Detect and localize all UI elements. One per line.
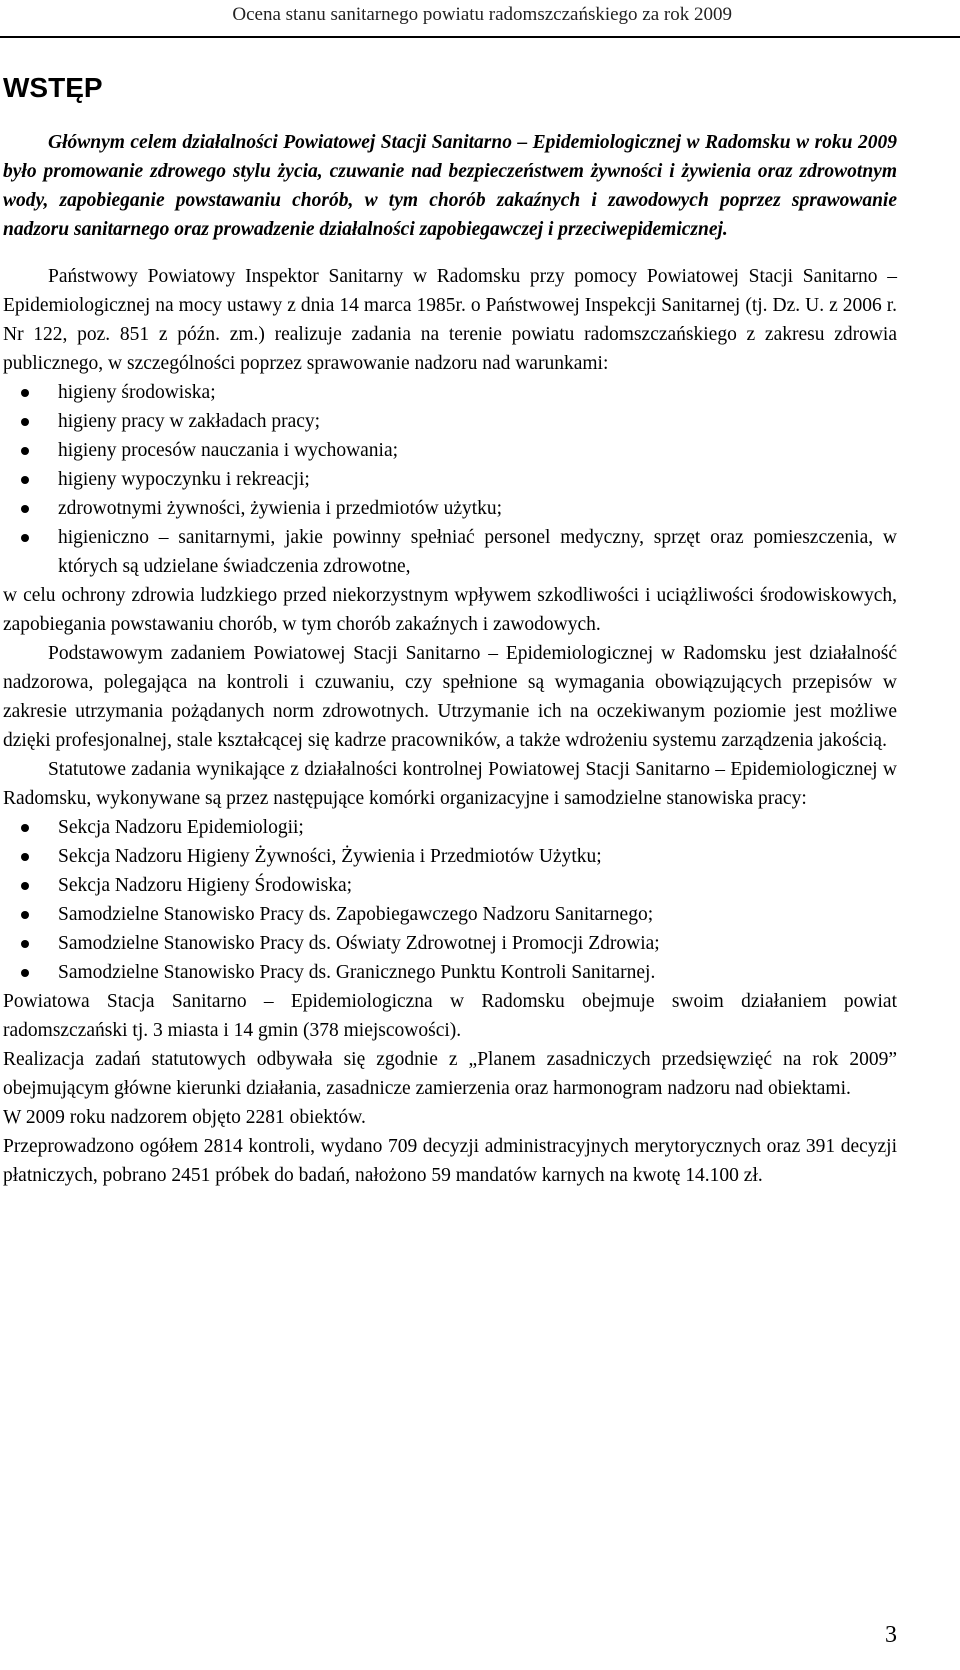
- controls-paragraph: Przeprowadzono ogółem 2814 kontroli, wydano 709 decyzji administracyjnych merytorycznych oraz 391 decyzji płatniczych, pobrano 2451 próbek do badań, nałożono 59 mandatów karnych na kwotę 14.100 zł.: [3, 1136, 897, 1186]
- list-item: higieny procesów nauczania i wychowania;: [3, 436, 897, 465]
- list-item: Samodzielne Stanowisko Pracy ds. Oświaty Zdrowotnej i Promocji Zdrowia;: [3, 929, 897, 958]
- document-body: [3, 70, 897, 1190]
- list-item: Sekcja Nadzoru Higieny Żywności, Żywienia i Przedmiotów Użytku;: [3, 842, 897, 871]
- list-item: Sekcja Nadzoru Higieny Środowiska;: [3, 871, 897, 900]
- list-item: Samodzielne Stanowisko Pracy ds. Zapobiegawczego Nadzoru Sanitarnego;: [3, 900, 897, 929]
- list-item: higieny pracy w zakładach pracy;: [3, 407, 897, 436]
- list-item: higieny środowiska;: [3, 378, 897, 407]
- lead-paragraph: Głównym celem działalności Powiatowej Stacji Sanitarno – Epidemiologicznej w Radomsku w roku 2009 było promowanie zdrowego stylu życia, czuwanie nad bezpieczeństwem żywności i żywienia oraz zdrowotnym wody, zapobieganie powstawaniu chorób, w tym chorób zakaźnych i zawodowych poprzez sprawowanie nadzoru sanitarnego oraz prowadzenie działalności zapobiegawczej i przeciwepidemicznej.: [3, 132, 897, 240]
- purpose-paragraph: w celu ochrony zdrowia ludzkiego przed niekorzystnym wpływem szkodliwości i uciążliwości środowiskowych, zapobiegania powstawaniu chorób, w tym chorób zakaźnych i zawodowych.: [3, 585, 897, 635]
- section-title: WSTĘP: [3, 72, 103, 103]
- list-item: Samodzielne Stanowisko Pracy ds. Granicznego Punktu Kontroli Sanitarnej.: [3, 958, 897, 987]
- header-title: Ocena stanu sanitarnego powiatu radomszczańskiego za rok 2009: [232, 4, 732, 25]
- header-divider: [0, 36, 960, 38]
- list-item: higieny wypoczynku i rekreacji;: [3, 465, 897, 494]
- intro-paragraph: Państwowy Powiatowy Inspektor Sanitarny w Radomsku przy pomocy Powiatowej Stacji Sanitarno – Epidemiologicznej na mocy ustawy z dnia 14 marca 1985r. o Państwowej Inspekcji Sanitarnej (tj. Dz. U. z 2006 r. Nr 122, poz. 851 z późn. zm.) realizuje zadania na terenie powiatu radomszczańskiego z zakresu zdrowia publicznego, w szczególności poprzez sprawowanie nadzoru nad warunkami:: [3, 266, 897, 374]
- plan-paragraph: Realizacja zadań statutowych odbywała się zgodnie z „Planem zasadniczych przedsięwzięć na rok 2009” obejmującym główne kierunki działania, zasadnicze zamierzenia oraz harmonogram nadzoru nad obiektami.: [3, 1049, 897, 1099]
- page-number: 3: [885, 1622, 897, 1648]
- statutory-paragraph: Statutowe zadania wynikające z działalności kontrolnej Powiatowej Stacji Sanitarno – Epidemiologicznej w Radomsku, wykonywane są przez następujące komórki organizacyjne i samodzielne stanowiska pracy:: [3, 759, 897, 809]
- list-item: zdrowotnymi żywności, żywienia i przedmiotów użytku;: [3, 494, 897, 523]
- coverage-paragraph: Powiatowa Stacja Sanitarno – Epidemiologiczna w Radomsku obejmuje swoim działaniem powiat radomszczański tj. 3 miasta i 14 gmin (378 miejscowości).: [3, 991, 897, 1041]
- supervision-list: [3, 378, 897, 581]
- list-item: Sekcja Nadzoru Epidemiologii;: [3, 813, 897, 842]
- list-item: higieniczno – sanitarnymi, jakie powinny spełniać personel medyczny, sprzęt oraz pomieszczenia, w których są udzielane świadczenia zdrowotne,: [3, 523, 897, 581]
- organizational-units-list: [3, 813, 897, 987]
- basic-task-paragraph: Podstawowym zadaniem Powiatowej Stacji Sanitarno – Epidemiologicznej w Radomsku jest działalność nadzorowa, polegająca na kontroli i czuwaniu, czy spełnione są wymagania obowiązujących przepisów w zakresie utrzymania pożądanych norm zdrowotnych. Utrzymanie ich na oczekiwanym poziomie jest możliwe dzięki profesjonalnej, stale kształcącej się kadrze pracowników, a także wdrożeniu systemu zarządzenia jakością.: [3, 643, 897, 751]
- page-header: [0, 0, 960, 38]
- objects-paragraph: W 2009 roku nadzorem objęto 2281 obiektów.: [3, 1107, 366, 1128]
